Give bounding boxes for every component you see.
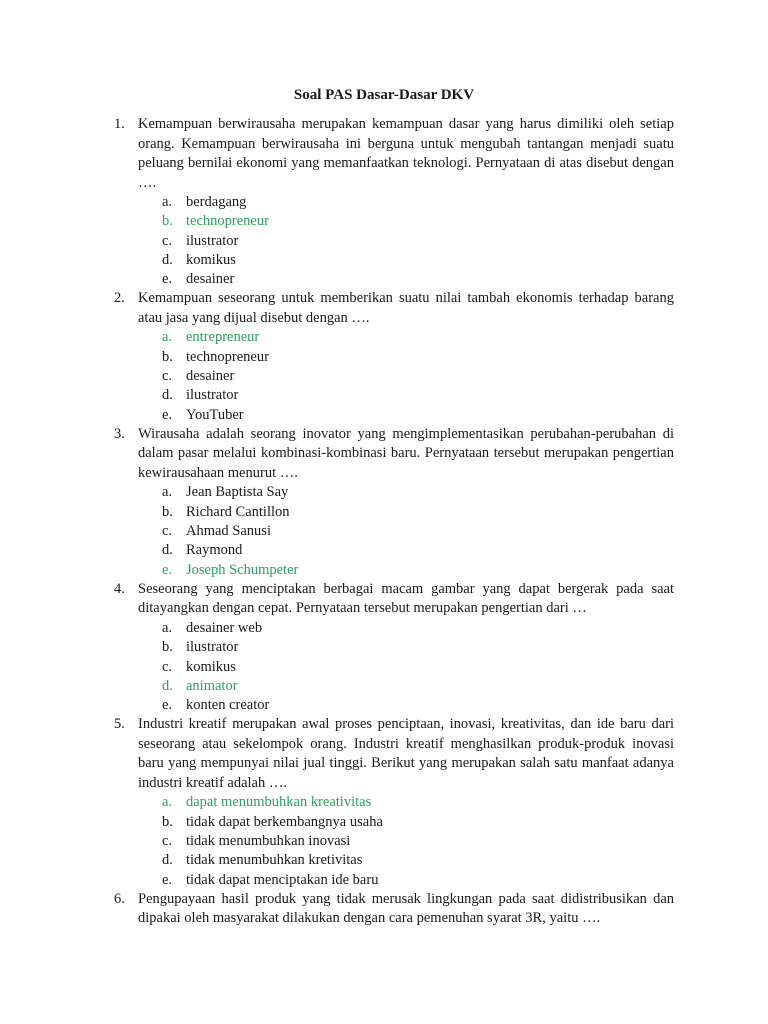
question-text: Seseorang yang menciptakan berbagai macam gambar yang dapat bergerak pada saat ditayangkan dengan cepat. Pernyataan tersebut merupakan pengertian dari …: [138, 580, 674, 617]
option-text: desainer: [186, 271, 235, 288]
answer-option-correct: [138, 793, 674, 812]
option-letter: d.: [162, 852, 173, 869]
question-list: [110, 115, 674, 929]
question-item: [110, 890, 674, 929]
answer-option-correct: [138, 212, 674, 231]
option-letter: a.: [162, 794, 173, 811]
option-text: dapat menumbuhkan kreativitas: [186, 794, 372, 811]
answer-options: [138, 328, 674, 424]
answer-option: [138, 483, 674, 502]
answer-option: [138, 832, 674, 851]
answer-option: [138, 541, 674, 560]
answer-option: [138, 232, 674, 251]
option-text: Richard Cantillon: [186, 503, 290, 520]
option-text: tidak dapat menciptakan ide baru: [186, 871, 379, 888]
question-item: [110, 715, 674, 889]
option-letter: d.: [162, 251, 173, 268]
option-letter: c.: [162, 833, 173, 850]
option-letter: d.: [162, 387, 173, 404]
answer-option: [138, 851, 674, 870]
option-letter: c.: [162, 368, 173, 385]
page-title: Soal PAS Dasar-Dasar DKV: [293, 87, 475, 103]
question-number: 6.: [114, 890, 125, 907]
option-text: technopreneur: [186, 213, 269, 230]
answer-option: [138, 406, 674, 425]
answer-option-correct: [138, 328, 674, 347]
answer-option: [138, 193, 674, 212]
answer-options: [138, 793, 674, 889]
option-letter: a.: [162, 194, 173, 210]
option-letter: b.: [162, 348, 173, 365]
option-text: animator: [186, 677, 238, 694]
option-text: entrepreneur: [186, 329, 260, 346]
answer-option-correct: [138, 561, 674, 580]
option-text: ilustrator: [186, 387, 239, 404]
answer-options: [138, 193, 674, 289]
option-letter: b.: [162, 213, 173, 230]
option-text: berdagang: [186, 194, 247, 210]
question-number: 2.: [114, 290, 125, 307]
question-text: Industri kreatif merupakan awal proses penciptaan, inovasi, kreativitas, dan ide baru dari seseorang atau sekelompok orang. Industri kreatif menghasilkan produk-produk inovasi baru yang mempunyai nilai jual tinggi. Berikut yang merupakan salah satu manfaat adanya industri kreatif adalah ….: [138, 716, 674, 791]
question-number: 4.: [114, 580, 125, 597]
answer-option: [138, 522, 674, 541]
answer-option: [138, 503, 674, 522]
option-text: ilustrator: [186, 232, 239, 249]
option-text: YouTuber: [186, 406, 244, 423]
answer-options: [138, 619, 674, 715]
option-text: tidak menumbuhkan inovasi: [186, 833, 351, 850]
option-letter: a.: [162, 484, 173, 501]
answer-option: [138, 638, 674, 657]
question-text: Pengupayaan hasil produk yang tidak merusak lingkungan pada saat didistribusikan dan dipakai oleh masyarakat dilakukan dengan cara pemenuhan syarat 3R, yaitu ….: [138, 890, 674, 927]
question-item: [110, 425, 674, 580]
option-letter: e.: [162, 561, 173, 578]
option-text: komikus: [186, 251, 236, 268]
option-text: desainer web: [186, 619, 263, 636]
option-text: ilustrator: [186, 639, 239, 656]
answer-option: [138, 251, 674, 270]
question-number: 5.: [114, 716, 125, 733]
option-text: tidak menumbuhkan kretivitas: [186, 852, 363, 869]
option-text: desainer: [186, 368, 235, 385]
answer-option-correct: [138, 677, 674, 696]
option-letter: a.: [162, 619, 173, 636]
question-text: Wirausaha adalah seorang inovator yang mengimplementasikan perubahan-perubahan di dalam pasar melalui kombinasi-kombinasi baru. Pernyataan tersebut merupakan pengertian kewirausahaan menurut ….: [138, 425, 674, 481]
option-letter: b.: [162, 639, 173, 656]
question-number: 3.: [114, 425, 125, 442]
answer-option: [138, 619, 674, 638]
answer-option: [138, 270, 674, 289]
answer-option: [138, 871, 674, 890]
option-letter: e.: [162, 697, 173, 714]
option-text: Raymond: [186, 542, 243, 559]
option-letter: b.: [162, 503, 173, 520]
answer-option: [138, 348, 674, 367]
option-letter: c.: [162, 232, 173, 249]
option-text: Jean Baptista Say: [186, 484, 289, 501]
question-item: [110, 580, 674, 715]
option-letter: e.: [162, 271, 173, 288]
option-letter: c.: [162, 523, 173, 540]
option-letter: d.: [162, 677, 173, 694]
question-item: [110, 115, 674, 289]
answer-option: [138, 367, 674, 386]
option-text: komikus: [186, 658, 236, 675]
question-text: Kemampuan seseorang untuk memberikan suatu nilai tambah ekonomis terhadap barang atau jasa yang dijual disebut dengan ….: [138, 290, 674, 326]
question-number: 1.: [114, 116, 125, 132]
option-text: konten creator: [186, 697, 270, 714]
question-text: Kemampuan berwirausaha merupakan kemampuan dasar yang harus dimiliki oleh setiap orang. Kemampuan berwirausaha ini berguna untuk mengubah tantangan menjadi suatu peluang bernilai ekonomi yang memanfaatkan teknologi. Pernyataan di atas disebut dengan ….: [138, 116, 674, 191]
option-letter: a.: [162, 329, 173, 346]
question-item: [110, 289, 674, 424]
option-letter: e.: [162, 406, 173, 423]
option-text: Ahmad Sanusi: [186, 523, 271, 540]
answer-option: [138, 696, 674, 715]
answer-option: [138, 813, 674, 832]
option-text: tidak dapat berkembangnya usaha: [186, 813, 383, 830]
option-letter: e.: [162, 871, 173, 888]
option-text: Joseph Schumpeter: [186, 561, 299, 578]
option-letter: b.: [162, 813, 173, 830]
option-letter: d.: [162, 542, 173, 559]
answer-options: [138, 483, 674, 579]
answer-option: [138, 386, 674, 405]
option-letter: c.: [162, 658, 173, 675]
answer-option: [138, 658, 674, 677]
option-text: technopreneur: [186, 348, 269, 365]
